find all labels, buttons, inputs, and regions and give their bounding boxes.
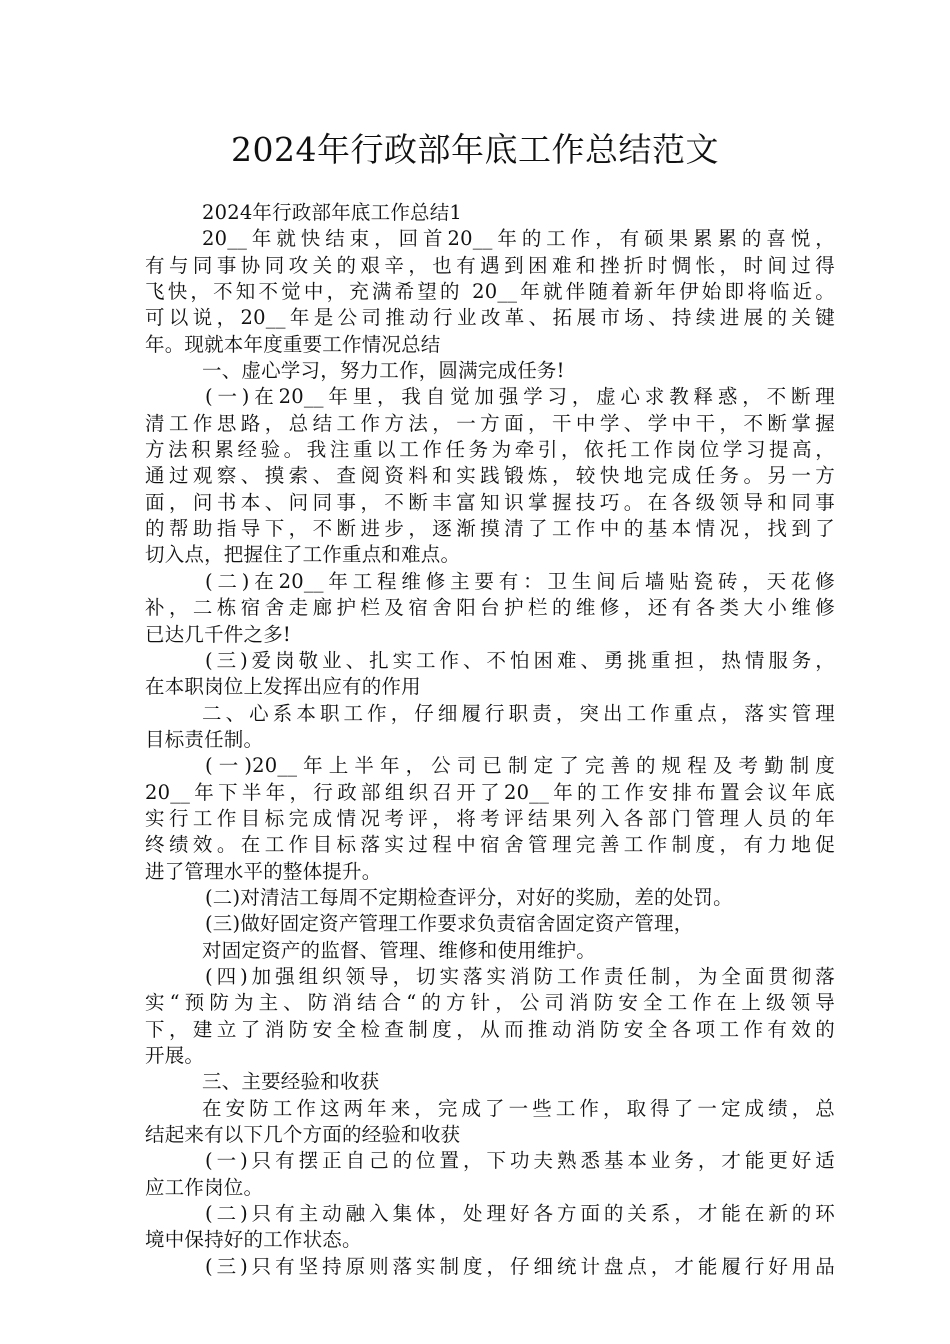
text-line: (二)只有主动融入集体，处理好各方面的关系，才能在新的环 [205, 1202, 835, 1226]
text-line: (一)20__年上半年，公司已制定了完善的规程及考勤制度 [205, 754, 835, 778]
text-line: 结起来有以下几个方面的经验和收获 [145, 1123, 461, 1147]
section-heading: 三、主要经验和收获 [202, 1070, 380, 1094]
text-line: 境中保持好的工作状态。 [145, 1228, 362, 1252]
subtitle-line: 2024年行政部年底工作总结1 [202, 201, 463, 224]
text-line: 下，建立了消防安全检查制度，从而推动消防安全各项工作有效的 [145, 1017, 835, 1041]
section-heading: 一、虚心学习，努力工作，圆满完成任务! [202, 359, 565, 383]
text-line: 面，问书本、问同事，不断丰富知识掌握技巧。在各级领导和同事 [145, 490, 835, 514]
text-line: 可以说，20__年是公司推动行业改革、拓展市场、持续进展的关键 [145, 306, 835, 330]
text-line: 应工作岗位。 [145, 1175, 264, 1199]
text-line: 实“预防为主、防消结合“的方针，公司消防安全工作在上级领导 [145, 991, 835, 1015]
text-line: 切入点，把握住了工作重点和难点。 [145, 543, 461, 567]
text-line: 开展。 [145, 1044, 205, 1067]
text-line: (一)只有摆正自己的位置，下功夫熟悉基本业务，才能更好适 [205, 1149, 835, 1173]
section-heading: 二、心系本职工作，仔细履行职责，突出工作重点，落实管理 [202, 701, 835, 725]
text-line: (三)做好固定资产管理工作要求负责宿舍固定资产管理， [205, 912, 694, 936]
text-line: 实行工作目标完成情况考评，将考评结果列入各部门管理人员的年 [145, 806, 835, 830]
text-line: 的帮助指导下，不断进步，逐渐摸清了工作中的基本情况，找到了 [145, 517, 835, 541]
text-line: (三)只有坚持原则落实制度，仔细统计盘点，才能履行好用品 [205, 1254, 835, 1278]
text-line: 方法积累经验。我注重以工作任务为牵引，依托工作岗位学习提高， [145, 438, 835, 462]
text-line: 年。现就本年度重要工作情况总结 [145, 332, 441, 356]
text-line: 在安防工作这两年来，完成了一些工作，取得了一定成绩，总 [202, 1096, 835, 1120]
text-line: 有与同事协同攻关的艰辛，也有遇到困难和挫折时惆怅，时间过得 [145, 253, 835, 277]
text-line: 飞快，不知不觉中，充满希望的 20__年就伴随着新年伊始即将临近。 [145, 280, 835, 304]
text-line: 进了管理水平的整体提升。 [145, 859, 382, 883]
text-line: 补，二栋宿舍走廊护栏及宿舍阳台护栏的维修，还有各类大小维修 [145, 596, 835, 620]
text-line: 对固定资产的监督、管理、维修和使用维护。 [202, 938, 597, 962]
text-line: 通过观察、摸索、查阅资料和实践锻炼，较快地完成任务。另一方 [145, 464, 835, 488]
text-line: (二)在20__年工程维修主要有：卫生间后墙贴瓷砖，天花修 [205, 569, 835, 593]
document-body [145, 200, 835, 1280]
text-line: 终绩效。在工作目标落实过程中宿舍管理完善工作制度，有力地促 [145, 833, 835, 857]
text-line: 20__年就快结束，回首20__年的工作，有硕果累累的喜悦， [202, 227, 835, 251]
document-title: 2024年行政部年底工作总结范文 [231, 130, 719, 169]
text-line: 20__年下半年，行政部组织召开了20__年的工作安排布置会议年底 [145, 780, 835, 804]
section-heading-cont: 目标责任制。 [145, 727, 264, 751]
text-line: (三)爱岗敬业、扎实工作、不怕困难、勇挑重担，热情服务， [205, 648, 835, 672]
text-line: 在本职岗位上发挥出应有的作用 [145, 675, 421, 699]
text-line: 清工作思路，总结工作方法，一方面，干中学、学中干，不断掌握 [145, 411, 835, 435]
text-line: (二)对清洁工每周不定期检查评分，对好的奖励，差的处罚。 [205, 885, 733, 909]
text-line: (一)在20__年里，我自觉加强学习，虚心求教释惑，不断理 [205, 385, 835, 409]
text-line: (四)加强组织领导，切实落实消防工作责任制，为全面贯彻落 [205, 964, 835, 988]
text-line: 已达几千件之多! [145, 622, 291, 646]
